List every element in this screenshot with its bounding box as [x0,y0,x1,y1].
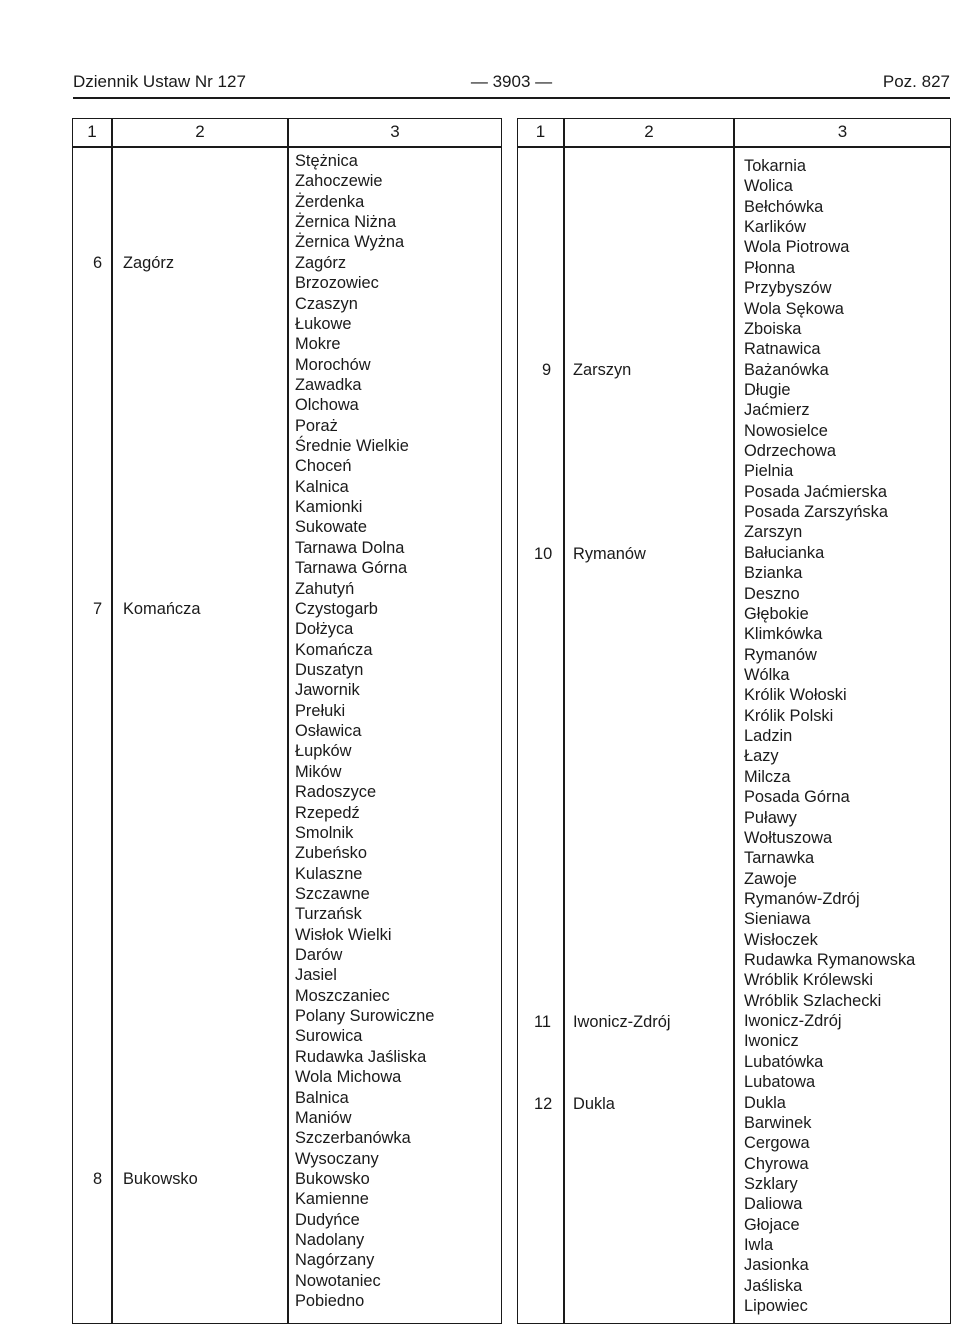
locality-item: Olchowa [295,396,359,415]
locality-item: Morochów [295,355,371,374]
locality-item: Wola Michowa [295,1068,402,1087]
row-number: 12 [534,1095,553,1113]
locality-item: Surowica [295,1027,363,1046]
locality-item: Prełuki [295,701,346,720]
locality-item: Królik Polski [744,706,834,725]
locality-item: Jasiel [295,966,337,985]
row-number: 11 [534,1013,552,1031]
locality-item: Jaśliska [744,1276,803,1295]
locality-item: Nowosielce [744,421,828,440]
locality-list [744,156,915,1316]
locality-item: Wola Sękowa [744,299,844,318]
locality-item: Czystogarb [295,599,378,618]
column-divider [563,119,565,1323]
locality-item: Moszczaniec [295,986,390,1005]
row-number: 7 [93,600,103,618]
locality-item: Radoszyce [295,783,377,802]
locality-item: Wisłok Wielki [295,925,392,944]
locality-item: Szklary [744,1174,798,1193]
locality-item: Kamienne [295,1190,369,1209]
column-divider [111,119,113,1323]
locality-item: Szczerbanówka [295,1129,411,1148]
locality-item: Żernica Niżna [295,213,397,232]
locality-item: Choceń [295,457,352,476]
locality-item: Wołtuszowa [744,828,833,847]
gmina-name: Iwonicz-Zdrój [573,1013,671,1031]
page-header [73,72,950,96]
row-number: 10 [534,545,553,563]
locality-item: Lipowiec [744,1297,808,1316]
locality-item: Turzańsk [295,905,362,924]
locality-item: Jasionka [744,1256,809,1275]
locality-item: Tarnawa Górna [295,559,408,578]
locality-item: Rudawka Jaśliska [295,1047,427,1066]
locality-item: Milcza [744,767,791,786]
locality-item: Kulaszne [295,864,363,883]
locality-item: Przybyszów [744,279,832,298]
gmina-name: Rymanów [573,545,646,563]
locality-item: Zarszyn [744,523,803,542]
locality-item: Żernica Wyżna [295,233,405,252]
locality-item: Jawornik [295,681,360,700]
gmina-name: Dukla [573,1095,615,1113]
locality-item: Stężnica [295,152,358,170]
row-number: 8 [93,1170,103,1188]
locality-item: Wola Piotrowa [744,238,850,257]
locality-item: Ladzin [744,727,793,746]
locality-item: Lubatowa [744,1073,816,1092]
right-table [517,118,951,1324]
locality-item: Posada Jaćmierska [744,482,888,501]
locality-item: Bzianka [744,564,803,583]
locality-item: Rzepedź [295,803,360,822]
locality-item: Sukowate [295,518,367,537]
locality-item: Cergowa [744,1134,810,1153]
locality-item: Głojace [744,1215,800,1234]
locality-item: Ratnawica [744,340,821,359]
locality-item: Wólka [744,665,790,684]
column-header-gmina: 2 [195,122,205,141]
locality-item: Pielnia [744,462,794,481]
locality-item: Łazy [744,747,779,766]
locality-item: Pobiedno [295,1292,365,1311]
page-number: — 3903 — [470,72,553,91]
left-table [72,118,502,1324]
gmina-name: Zarszyn [573,361,632,379]
locality-item: Smolnik [295,823,354,842]
locality-item: Balnica [295,1088,349,1107]
locality-item: Tokarnia [744,157,806,175]
locality-item: Rudawka Rymanowska [744,951,916,970]
locality-item: Bażanówka [744,360,829,379]
row-number: 6 [93,254,103,272]
locality-item: Dołżyca [295,620,354,639]
locality-item: Czaszyn [295,294,358,313]
locality-item: Kalnica [295,477,349,496]
locality-item: Chyrowa [744,1154,809,1173]
locality-item: Kamionki [295,498,363,517]
locality-item: Długie [744,380,791,399]
locality-item: Barwinek [744,1113,812,1132]
locality-item: Wisłoczek [744,930,818,949]
locality-item: Posada Zarszyńska [744,503,888,522]
gmina-name: Zagórz [123,254,175,272]
locality-item: Dukla [744,1093,786,1112]
locality-item: Rymanów-Zdrój [744,889,860,908]
locality-item: Dudyńce [295,1210,360,1229]
locality-item: Zubeńsko [295,844,367,863]
locality-item: Zahutyń [295,579,355,598]
locality-item: Mokre [295,335,341,354]
locality-item: Jaćmierz [744,401,810,420]
locality-item: Brzozowiec [295,274,379,293]
locality-item: Posada Górna [744,788,850,807]
locality-item: Wróblik Szlachecki [744,991,882,1010]
locality-item: Wysoczany [295,1149,379,1168]
locality-item: Zawadka [295,375,362,394]
locality-item: Zawoje [744,869,797,888]
column-header-localities: 3 [837,122,848,141]
column-header-localities: 3 [390,122,400,141]
column-divider [733,119,735,1323]
locality-item: Polany Surowiczne [295,1007,435,1026]
locality-item: Nowotaniec [295,1271,381,1290]
locality-item: Bałucianka [744,543,825,562]
column-header-no: 1 [535,122,546,141]
locality-item: Średnie Wielkie [295,437,409,456]
locality-item: Deszno [744,584,800,603]
locality-item: Iwonicz-Zdrój [744,1012,842,1031]
locality-item: Lubatówka [744,1052,824,1071]
gmina-name: Bukowsko [123,1170,198,1188]
column-divider [287,119,289,1323]
locality-item: Iwla [744,1236,774,1255]
journal-title: Dziennik Ustaw Nr 127 [73,72,246,91]
locality-item: Odrzechowa [744,442,837,461]
column-header-no: 1 [87,122,97,141]
locality-item: Łupków [295,742,352,761]
locality-item: Tarnawka [744,849,815,868]
locality-item: Nadolany [295,1231,365,1250]
locality-item: Wolica [744,177,793,196]
locality-item: Klimkówka [744,625,823,644]
locality-item: Zahoczewie [295,172,383,191]
locality-item: Płonna [744,258,796,277]
locality-item: Żerdenka [295,192,365,211]
row-number: 9 [542,361,552,379]
locality-item: Poraż [295,416,338,435]
locality-item: Bukowsko [295,1169,370,1188]
locality-item: Łukowe [295,314,352,333]
locality-item: Rymanów [744,645,817,664]
locality-item: Maniów [295,1108,352,1127]
locality-item: Duszatyn [295,660,364,679]
locality-item: Zboiska [744,319,802,338]
locality-item: Daliowa [744,1195,803,1214]
locality-item: Zagórz [295,253,347,272]
locality-item: Szczawne [295,884,370,903]
locality-item: Bełchówka [744,197,824,216]
locality-item: Osławica [295,722,362,741]
locality-item: Iwonicz [744,1032,799,1051]
locality-item: Nagórzany [295,1251,375,1270]
locality-item: Karlików [744,218,806,237]
locality-item: Puławy [744,808,797,827]
locality-item: Komańcza [295,640,373,659]
locality-item: Darów [295,946,343,965]
locality-item: Głębokie [744,604,809,623]
locality-item: Tarnawa Dolna [295,538,405,557]
locality-item: Mików [295,762,342,781]
locality-item: Królik Wołoski [744,686,847,705]
locality-item: Wróblik Królewski [744,971,874,990]
position-number: Poz. 827 [882,72,950,91]
gmina-name: Komańcza [123,600,201,618]
locality-list [295,151,434,1311]
column-header-gmina: 2 [644,122,654,141]
header-rule [73,97,950,99]
locality-item: Sieniawa [744,910,811,929]
